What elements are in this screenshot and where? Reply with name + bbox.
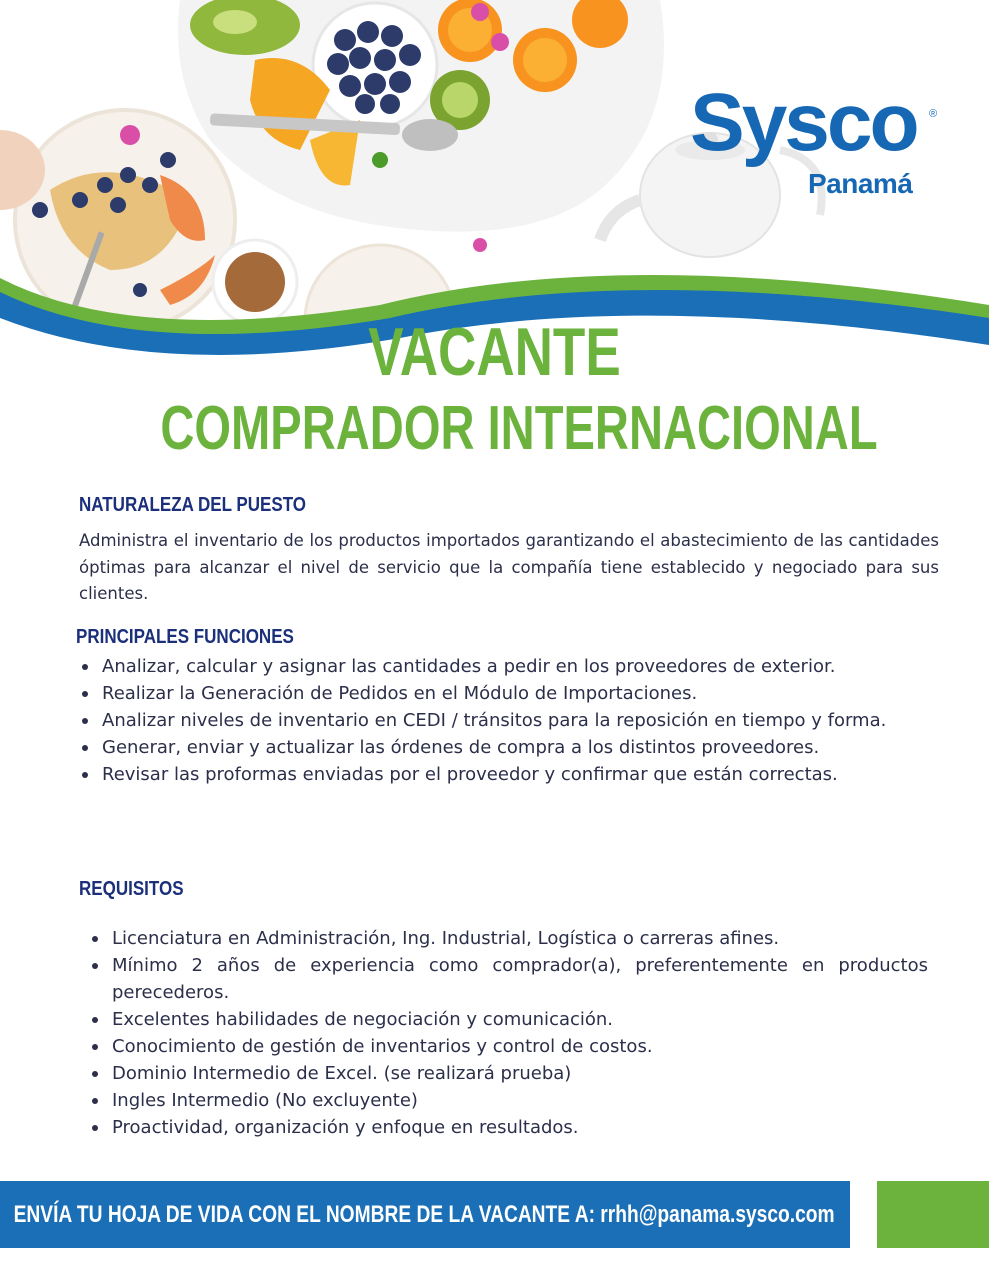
funciones-heading: PRINCIPALES FUNCIONES — [76, 626, 294, 648]
list-item: Dominio Intermedio de Excel. (se realizará prueba) — [88, 1060, 928, 1087]
requisitos-list — [88, 925, 928, 1141]
footer-accent-block — [877, 1181, 989, 1248]
apply-banner — [0, 1181, 850, 1248]
list-item: Revisar las proformas enviadas por el proveedor y confirmar que están correctas. — [78, 761, 908, 788]
vacancy-title: VACANTE — [368, 314, 621, 390]
list-item: Mínimo 2 años de experiencia como comprador(a), preferentemente en productos perecederos. — [88, 952, 928, 1006]
position-title: COMPRADOR INTERNACIONAL — [160, 394, 878, 463]
naturaleza-text: Administra el inventario de los productos importados garantizando el abastecimiento de las cantidades óptimas para alcanzar el nivel de servicio que la compañía tiene establecido y negociado para sus clientes. — [79, 531, 939, 603]
list-item: Analizar niveles de inventario en CEDI / tránsitos para la reposición en tiempo y forma. — [78, 707, 908, 734]
list-item: Licenciatura en Administración, Ing. Industrial, Logística o carreras afines. — [88, 925, 928, 952]
funciones-list — [78, 653, 908, 788]
list-item: Ingles Intermedio (No excluyente) — [88, 1087, 928, 1114]
list-item: Realizar la Generación de Pedidos en el Módulo de Importaciones. — [78, 680, 908, 707]
list-item: Analizar, calcular y asignar las cantidades a pedir en los proveedores de exterior. — [78, 653, 908, 680]
list-item: Generar, enviar y actualizar las órdenes de compra a los distintos proveedores. — [78, 734, 908, 761]
logo-country: Panamá — [808, 168, 913, 199]
list-item: Conocimiento de gestión de inventarios y control de costos. — [88, 1033, 928, 1060]
naturaleza-heading: NATURALEZA DEL PUESTO — [79, 494, 307, 516]
list-item: Excelentes habilidades de negociación y comunicación. — [88, 1006, 928, 1033]
logo-wordmark: Sysco — [690, 77, 917, 168]
logo-registered-mark: ® — [929, 108, 938, 120]
apply-instructions: ENVÍA TU HOJA DE VIDA CON EL NOMBRE DE LA VACANTE A: rrhh@panama.sysco.com — [13, 1200, 835, 1228]
requisitos-heading: REQUISITOS — [79, 878, 184, 900]
list-item: Proactividad, organización y enfoque en resultados. — [88, 1114, 928, 1141]
